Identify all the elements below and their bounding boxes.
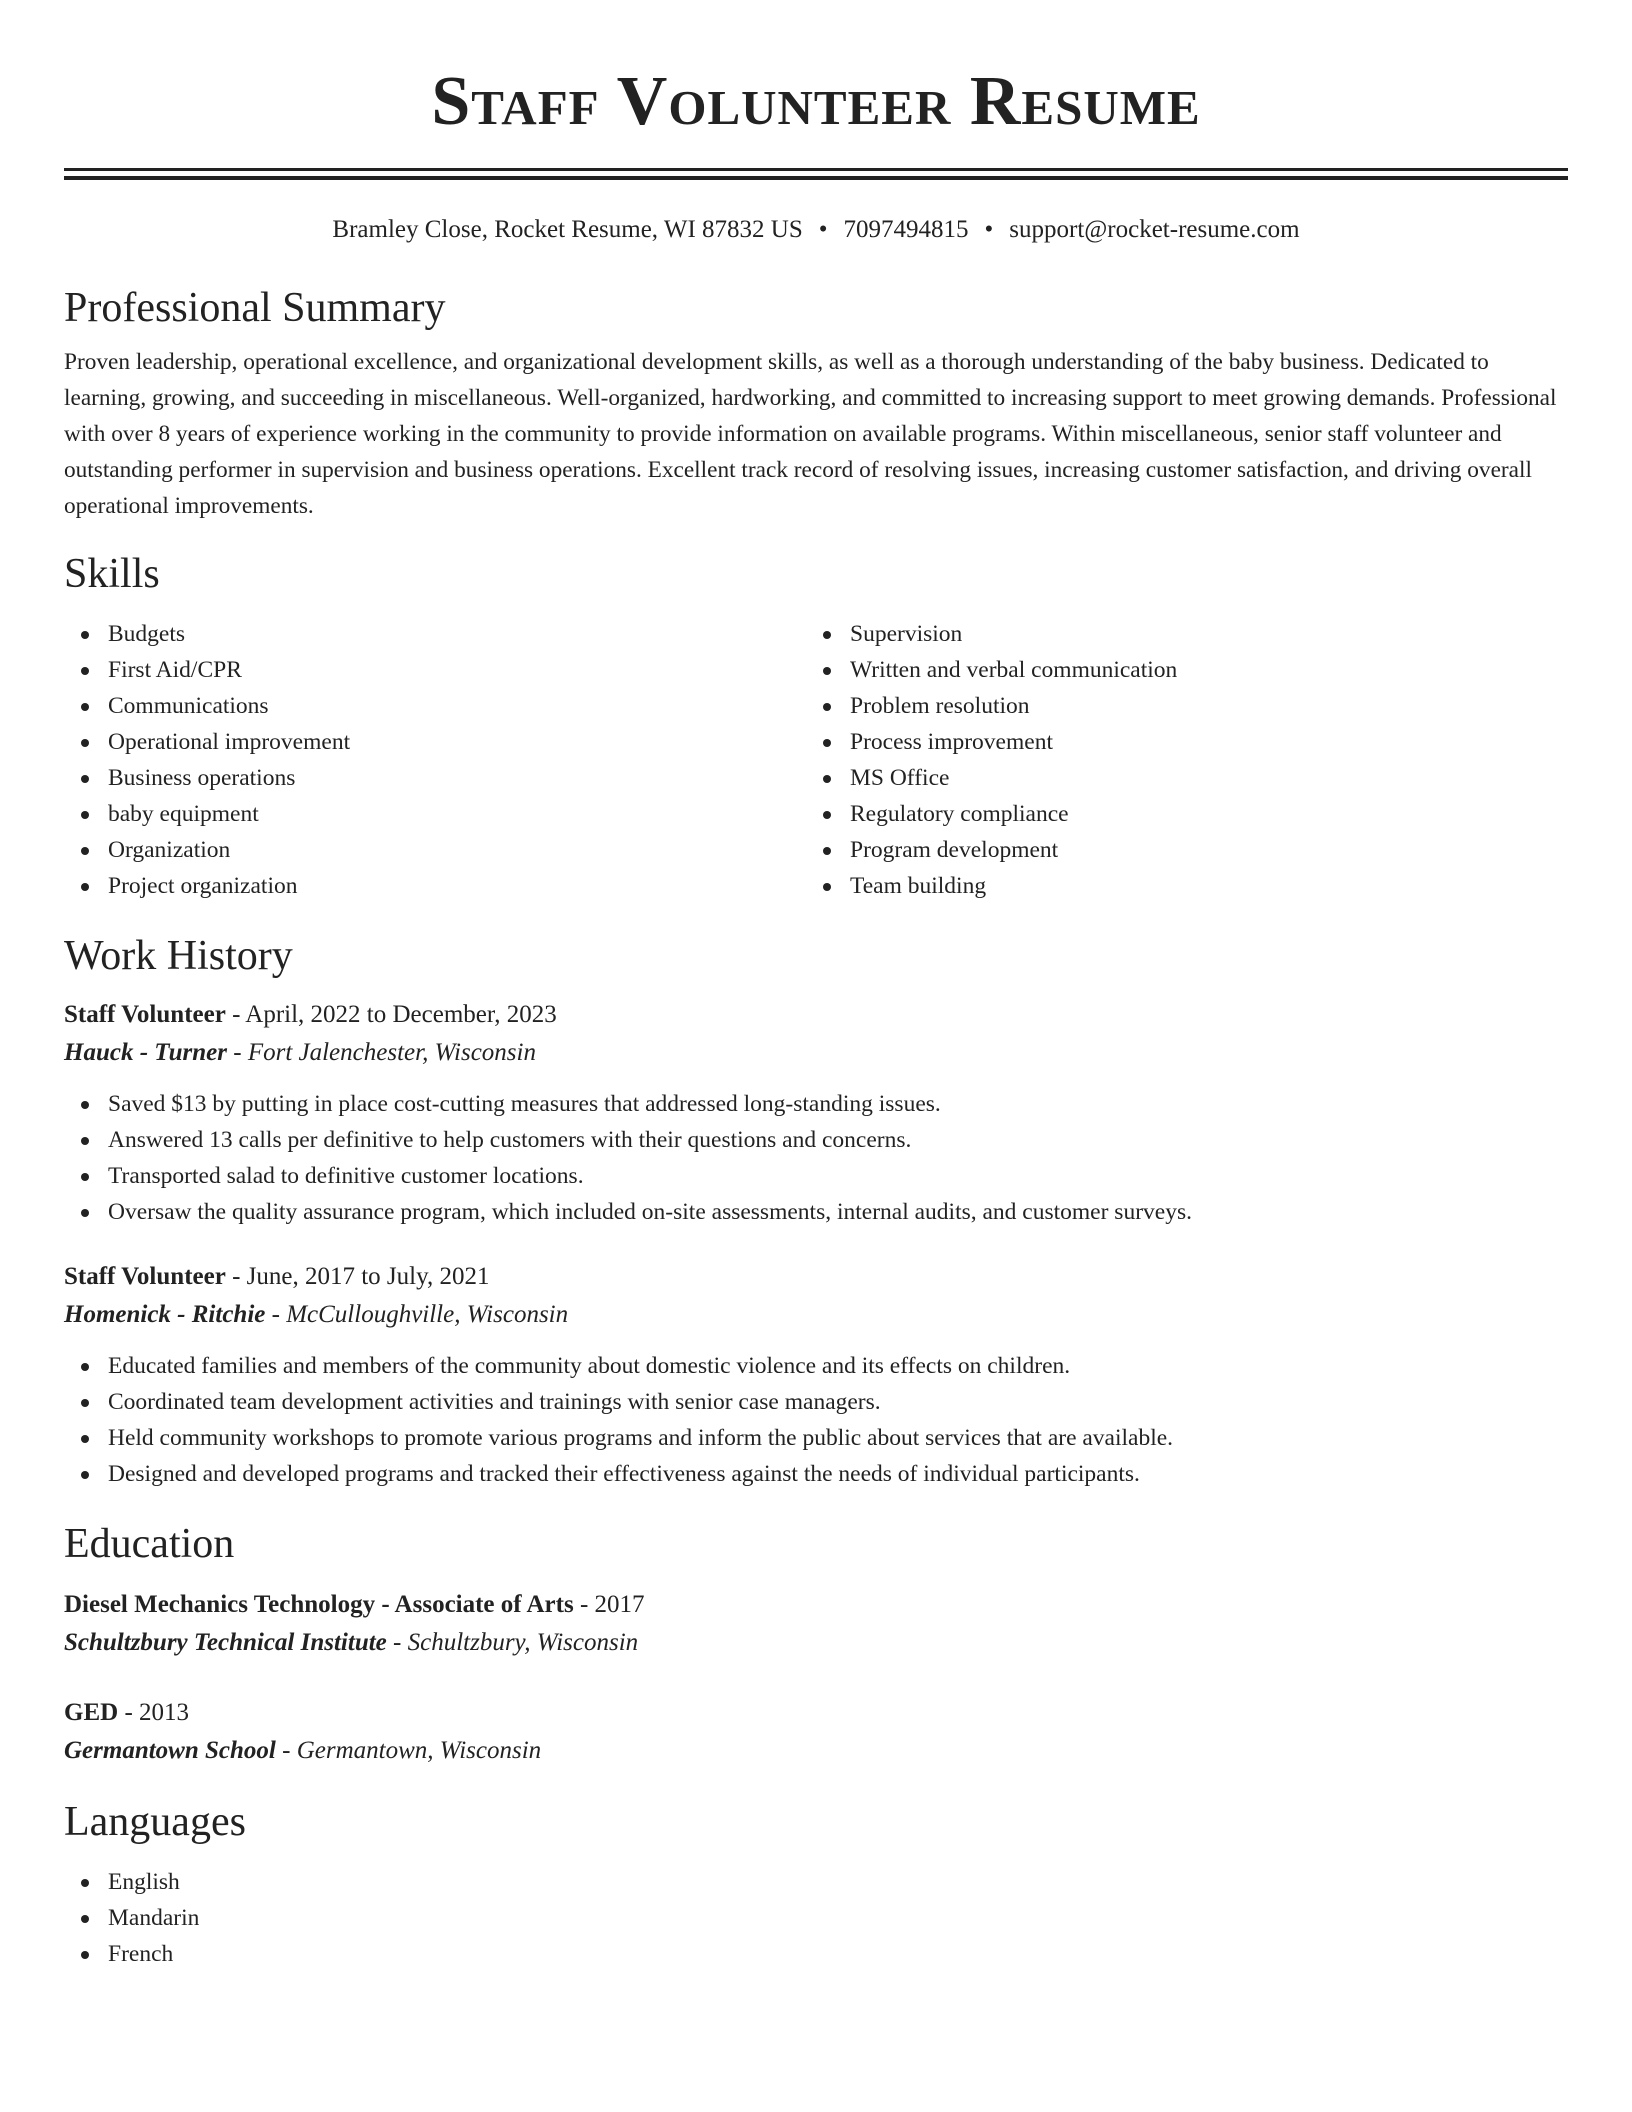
job-duties <box>64 1086 1568 1230</box>
skill-item: Budgets <box>64 616 806 652</box>
skill-item: Business operations <box>64 760 806 796</box>
education-school: Schultzbury Technical Institute <box>64 1629 387 1656</box>
languages-list <box>64 1864 1568 1972</box>
skill-item: MS Office <box>806 760 1548 796</box>
job-duty: Educated families and members of the community about domestic violence and its effects on children. <box>64 1348 1568 1384</box>
title-divider-thin <box>64 176 1568 180</box>
skill-item: Operational improvement <box>64 724 806 760</box>
job-duty: Oversaw the quality assurance program, which included on-site assessments, internal audits, and customer surveys. <box>64 1194 1568 1230</box>
skills-heading: Skills <box>64 551 160 597</box>
job-title: Staff Volunteer <box>64 1001 226 1028</box>
work-history-heading: Work History <box>64 933 293 979</box>
summary-text: Proven leadership, operational excellence, and organizational development skills, as well as a thorough understanding of the baby business. Dedicated to learning, growing, and succeeding in miscellaneous. Well-organized, hardworking, and committed to increasing support to meet growing demands. Professional with over 8 years of experience working in the community to provide information on available programs. Within miscellaneous, senior staff volunteer and outstanding performer in supervision and business operations. Excellent track record of resolving issues, increasing customer satisfaction, and driving overall operational improvements. <box>64 349 1557 519</box>
education-school-line: Schultzbury Technical Institute - Schultzbury, Wisconsin <box>64 1629 639 1656</box>
education-degree: GED <box>64 1699 119 1726</box>
summary-heading: Professional Summary <box>64 285 446 331</box>
job-dates: June, 2017 to July, 2021 <box>246 1263 490 1290</box>
job-title: Staff Volunteer <box>64 1263 226 1290</box>
job-company: Hauck - Turner <box>64 1039 227 1066</box>
skill-item: Written and verbal communication <box>806 652 1548 688</box>
contact-line <box>64 214 1568 246</box>
language-item: Mandarin <box>64 1900 1568 1936</box>
education-school-line: Germantown School - Germantown, Wisconsin <box>64 1737 542 1764</box>
contact-separator: • <box>818 216 828 243</box>
job-entry <box>64 996 1568 1230</box>
education-entry <box>64 1694 1568 1770</box>
skill-item: Process improvement <box>806 724 1548 760</box>
job-duties <box>64 1348 1568 1492</box>
resume-title: Staff Volunteer Resume <box>431 63 1201 140</box>
job-duty: Designed and developed programs and tracked their effectiveness against the needs of individual participants. <box>64 1456 1568 1492</box>
education-degree-line: GED - 2013 <box>64 1699 190 1726</box>
job-company: Homenick - Ritchie <box>64 1301 266 1328</box>
skill-item: Team building <box>806 868 1548 904</box>
skill-item: First Aid/CPR <box>64 652 806 688</box>
education-entry <box>64 1586 1568 1662</box>
skills-column-left <box>64 616 806 904</box>
job-location: Fort Jalenchester, Wisconsin <box>247 1039 536 1066</box>
skill-item: Regulatory compliance <box>806 796 1548 832</box>
skill-item: Project organization <box>64 868 806 904</box>
job-company-line: Hauck - Turner - Fort Jalenchester, Wisconsin <box>64 1039 536 1066</box>
education-heading: Education <box>64 1521 235 1567</box>
resume-page <box>64 0 1568 1972</box>
job-duty: Answered 13 calls per definitive to help customers with their questions and concerns. <box>64 1122 1568 1158</box>
job-duty: Saved $13 by putting in place cost-cutting measures that addressed long-standing issues. <box>64 1086 1568 1122</box>
job-duty: Held community workshops to promote various programs and inform the public about services that are available. <box>64 1420 1568 1456</box>
job-title-line: Staff Volunteer - June, 2017 to July, 2021 <box>64 1263 490 1290</box>
education-location: Schultzbury, Wisconsin <box>407 1629 639 1656</box>
job-entry <box>64 1258 1568 1492</box>
education-year: 2013 <box>139 1699 190 1726</box>
job-company-line: Homenick - Ritchie - McCulloughville, Wisconsin <box>64 1301 569 1328</box>
education-degree: Diesel Mechanics Technology - Associate of Arts <box>64 1591 574 1618</box>
contact-email: support@rocket-resume.com <box>1009 216 1300 243</box>
skill-item: Supervision <box>806 616 1548 652</box>
languages-heading: Languages <box>64 1799 246 1845</box>
education-school: Germantown School <box>64 1737 276 1764</box>
skill-item: Communications <box>64 688 806 724</box>
job-title-line: Staff Volunteer - April, 2022 to December, 2023 <box>64 1001 557 1028</box>
contact-separator: • <box>984 216 994 243</box>
job-dates: April, 2022 to December, 2023 <box>245 1001 557 1028</box>
contact-phone: 7097494815 <box>843 216 969 243</box>
skills-list <box>64 616 1568 904</box>
skill-item: Problem resolution <box>806 688 1548 724</box>
education-degree-line: Diesel Mechanics Technology - Associate of Arts - 2017 <box>64 1591 645 1618</box>
skill-item: baby equipment <box>64 796 806 832</box>
job-duty: Coordinated team development activities and trainings with senior case managers. <box>64 1384 1568 1420</box>
skills-column-right <box>806 616 1548 904</box>
skill-item: Organization <box>64 832 806 868</box>
education-year: 2017 <box>594 1591 645 1618</box>
education-location: Germantown, Wisconsin <box>296 1737 542 1764</box>
skill-item: Program development <box>806 832 1548 868</box>
job-duty: Transported salad to definitive customer locations. <box>64 1158 1568 1194</box>
title-divider-thick <box>64 168 1568 171</box>
language-item: English <box>64 1864 1568 1900</box>
contact-address: Bramley Close, Rocket Resume, WI 87832 US <box>332 216 803 243</box>
job-location: McCulloughville, Wisconsin <box>286 1301 569 1328</box>
language-item: French <box>64 1936 1568 1972</box>
